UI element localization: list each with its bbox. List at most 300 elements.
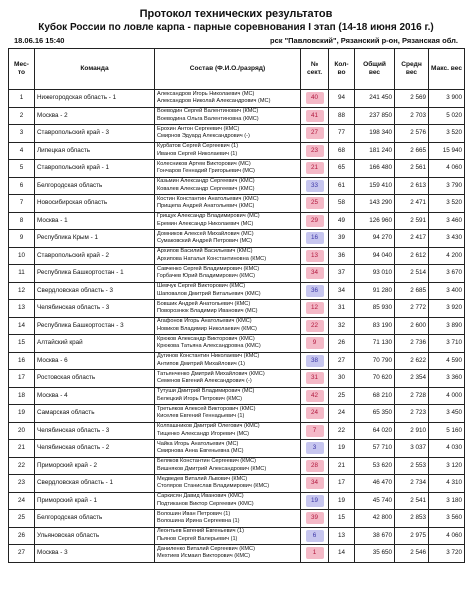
cell-count: 34: [329, 282, 355, 300]
cell-count: 30: [329, 370, 355, 388]
sector-stamp: 38: [306, 355, 324, 367]
roster-member: Гончаров Геннадий Григорьевич (МС): [157, 168, 255, 175]
sector-stamp: 25: [306, 197, 324, 209]
roster-member: Ковалев Александр Сергеевич (КМС): [157, 185, 255, 192]
roster-member: Прищепа Андрей Анатольевич (КМС): [157, 203, 255, 210]
cell-total: 159 410: [355, 177, 395, 195]
cell-team: Ставропольский край - 2: [35, 247, 155, 265]
roster-member: Горбачев Юрий Владимирович (КМС): [157, 273, 255, 280]
table-row: [9, 160, 465, 178]
cell-avg: 2 910: [395, 422, 429, 440]
cell-roster: [155, 177, 301, 195]
cell-avg: 2 975: [395, 527, 429, 545]
cell-place: 5: [9, 160, 35, 178]
col-header-sector: № сект.: [301, 49, 329, 90]
protocol-subtitle: Кубок России по ловле карпа - парные соревнования I этап (14-18 июня 2016 г.): [38, 22, 434, 33]
roster-member: Волошина Ирина Сергеевна (1): [157, 518, 240, 525]
cell-place: 15: [9, 335, 35, 353]
sector-stamp: 24: [306, 407, 324, 419]
roster-member: Волошин Иван Петрович (1): [157, 510, 231, 517]
cell-team: Челябинская область - 3: [35, 422, 155, 440]
roster-member: Курбатов Сергей Сергеевич (1): [157, 143, 239, 150]
cell-roster: [155, 212, 301, 230]
cell-team: Москва - 6: [35, 352, 155, 370]
cell-roster: [155, 475, 301, 493]
sector-stamp: 31: [306, 372, 324, 384]
cell-place: 8: [9, 212, 35, 230]
cell-roster: [155, 370, 301, 388]
cell-max: 3 520: [429, 195, 465, 213]
sector-stamp: 41: [306, 110, 324, 122]
cell-place: 21: [9, 440, 35, 458]
table-row: [9, 265, 465, 283]
cell-total: 35 650: [355, 545, 395, 563]
cell-count: 36: [329, 247, 355, 265]
roster-member: Тутуши Дмитрий Владимирович (МС): [157, 388, 255, 395]
cell-team: Свердловская область - 1: [35, 475, 155, 493]
cell-team: Ростовская область: [35, 370, 155, 388]
cell-max: 4 200: [429, 247, 465, 265]
cell-sector: [301, 352, 329, 370]
cell-sector: [301, 142, 329, 160]
cell-avg: 2 723: [395, 405, 429, 423]
cell-avg: 2 728: [395, 387, 429, 405]
roster-member: Шевчук Сергей Викторович (КМС): [157, 283, 246, 290]
cell-roster: [155, 230, 301, 248]
cell-count: 77: [329, 125, 355, 143]
table-row: [9, 510, 465, 528]
cell-team: Республика Башкортостан - 1: [35, 265, 155, 283]
roster-member: Дугинов Константин Николаевич (КМС): [157, 353, 260, 360]
sector-stamp: 3: [306, 442, 324, 454]
cell-count: 31: [329, 300, 355, 318]
sector-stamp: 23: [306, 145, 324, 157]
sector-stamp: 34: [306, 267, 324, 279]
col-header-place: Мес-то: [9, 49, 35, 90]
cell-sector: [301, 212, 329, 230]
cell-avg: 2 613: [395, 177, 429, 195]
cell-max: 3 920: [429, 300, 465, 318]
cell-sector: [301, 195, 329, 213]
cell-team: Республика Башкортостан - 3: [35, 317, 155, 335]
cell-total: 126 960: [355, 212, 395, 230]
cell-sector: [301, 160, 329, 178]
cell-team: Москва - 3: [35, 545, 155, 563]
cell-total: 94 040: [355, 247, 395, 265]
cell-count: 15: [329, 510, 355, 528]
cell-roster: [155, 545, 301, 563]
cell-max: 4 060: [429, 527, 465, 545]
cell-total: 71 130: [355, 335, 395, 353]
table-row: [9, 107, 465, 125]
roster-member: Шаповалов Дмитрий Витальевич (КМС): [157, 290, 261, 297]
table-row: [9, 492, 465, 510]
cell-count: 17: [329, 475, 355, 493]
cell-place: 20: [9, 422, 35, 440]
cell-avg: 2 665: [395, 142, 429, 160]
table-row: [9, 352, 465, 370]
cell-max: 3 710: [429, 335, 465, 353]
cell-count: 19: [329, 492, 355, 510]
sector-stamp: 36: [306, 285, 324, 297]
sector-stamp: 33: [306, 180, 324, 192]
cell-sector: [301, 230, 329, 248]
cell-max: 15 940: [429, 142, 465, 160]
cell-avg: 2 546: [395, 545, 429, 563]
cell-sector: [301, 527, 329, 545]
cell-avg: 2 514: [395, 265, 429, 283]
cell-place: 10: [9, 247, 35, 265]
cell-max: 3 400: [429, 282, 465, 300]
cell-avg: 2 736: [395, 335, 429, 353]
cell-team: Ульяновская область: [35, 527, 155, 545]
cell-roster: [155, 352, 301, 370]
cell-avg: 2 600: [395, 317, 429, 335]
cell-roster: [155, 90, 301, 108]
table-row: [9, 422, 465, 440]
sector-stamp: 1: [306, 547, 324, 559]
cell-count: 14: [329, 545, 355, 563]
roster-member: Александров Игорь Николаевич (МС): [157, 90, 255, 97]
table-row: [9, 230, 465, 248]
cell-count: 94: [329, 90, 355, 108]
cell-sector: [301, 475, 329, 493]
cell-place: 2: [9, 107, 35, 125]
roster-member: Смирнов Эдуард Александрович (-): [157, 133, 250, 140]
cell-avg: 2 354: [395, 370, 429, 388]
table-header-row: [9, 49, 465, 90]
cell-roster: [155, 527, 301, 545]
cell-total: 237 850: [355, 107, 395, 125]
cell-avg: 2 685: [395, 282, 429, 300]
cell-team: Нижегородская область - 1: [35, 90, 155, 108]
cell-total: 57 710: [355, 440, 395, 458]
col-header-total: Общий вес: [355, 49, 395, 90]
table-row: [9, 125, 465, 143]
roster-member: Еремин Александр Николаевич (МС): [157, 220, 254, 227]
table-row: [9, 475, 465, 493]
table-row: [9, 405, 465, 423]
col-header-max: Макс. вес: [429, 49, 465, 90]
roster-member: Поворознюк Владимир Иванович (МС): [157, 308, 258, 315]
cell-place: 4: [9, 142, 35, 160]
roster-member: Ерохин Антон Сергеевич (КМС): [157, 125, 240, 132]
roster-member: Колпашников Дмитрий Олегович (КМС): [157, 423, 260, 430]
cell-sector: [301, 335, 329, 353]
roster-member: Архипов Василий Васильевич (КМС): [157, 248, 253, 255]
cell-team: Приморский край - 1: [35, 492, 155, 510]
results-table: [8, 48, 465, 563]
cell-roster: [155, 405, 301, 423]
roster-member: Костин Константин Анатольевич (КМС): [157, 195, 259, 202]
cell-roster: [155, 142, 301, 160]
cell-total: 91 280: [355, 282, 395, 300]
cell-max: 5 020: [429, 107, 465, 125]
cell-max: 3 890: [429, 317, 465, 335]
cell-avg: 2 853: [395, 510, 429, 528]
cell-sector: [301, 370, 329, 388]
cell-place: 12: [9, 282, 35, 300]
cell-total: 241 450: [355, 90, 395, 108]
cell-max: 3 460: [429, 212, 465, 230]
cell-roster: [155, 335, 301, 353]
cell-team: Самарская область: [35, 405, 155, 423]
cell-sector: [301, 510, 329, 528]
roster-member: Киселев Евгений Геннадьевич (1): [157, 413, 245, 420]
cell-roster: [155, 457, 301, 475]
roster-member: Бовшик Андрей Анатольевич (КМС): [157, 300, 251, 307]
roster-member: Беляков Константин Сергеевич (КМС): [157, 458, 256, 465]
cell-team: Ставропольский край - 1: [35, 160, 155, 178]
cell-roster: [155, 125, 301, 143]
roster-member: Третьяков Алексей Викторович (КМС): [157, 405, 256, 412]
cell-sector: [301, 457, 329, 475]
cell-total: 45 740: [355, 492, 395, 510]
cell-sector: [301, 422, 329, 440]
cell-max: 3 720: [429, 545, 465, 563]
cell-count: 32: [329, 317, 355, 335]
cell-roster: [155, 422, 301, 440]
table-row: [9, 335, 465, 353]
sector-stamp: 42: [306, 390, 324, 402]
roster-member: Пьянов Сергей Валерьевич (1): [157, 535, 238, 542]
cell-roster: [155, 510, 301, 528]
cell-total: 83 190: [355, 317, 395, 335]
cell-team: Липецкая область: [35, 142, 155, 160]
cell-sector: [301, 545, 329, 563]
cell-place: 24: [9, 492, 35, 510]
roster-member: Воеводин Сергей Валентинович (КМС): [157, 108, 259, 115]
cell-place: 3: [9, 125, 35, 143]
cell-max: 4 030: [429, 440, 465, 458]
roster-member: Антипов Дмитрий Михайлович (1): [157, 360, 246, 367]
cell-avg: 2 772: [395, 300, 429, 318]
cell-total: 42 800: [355, 510, 395, 528]
cell-team: Белгородская область: [35, 510, 155, 528]
cell-roster: [155, 387, 301, 405]
roster-member: Даниленко Виталий Сергеевич (КМС): [157, 545, 255, 552]
sector-stamp: 34: [306, 477, 324, 489]
sector-stamp: 29: [306, 215, 324, 227]
sector-stamp: 7: [306, 425, 324, 437]
cell-avg: 2 541: [395, 492, 429, 510]
cell-total: 85 930: [355, 300, 395, 318]
cell-total: 94 270: [355, 230, 395, 248]
cell-avg: 2 561: [395, 160, 429, 178]
roster-member: Смирнова Анна Евгеньевна (МС): [157, 448, 244, 455]
cell-max: 4 060: [429, 160, 465, 178]
roster-member: Колесников Артем Викторович (МС): [157, 160, 251, 167]
cell-sector: [301, 125, 329, 143]
roster-member: Иванов Сергей Николаевич (1): [157, 150, 238, 157]
cell-team: Ставропольский край - 3: [35, 125, 155, 143]
cell-count: 49: [329, 212, 355, 230]
cell-roster: [155, 195, 301, 213]
cell-sector: [301, 282, 329, 300]
cell-max: 3 560: [429, 510, 465, 528]
cell-roster: [155, 247, 301, 265]
roster-member: Вишняков Дмитрий Александрович (КМС): [157, 465, 267, 472]
sector-stamp: 40: [306, 92, 324, 104]
roster-member: Крюкова Татьяна Александровна (КМС): [157, 343, 261, 350]
cell-avg: 2 553: [395, 457, 429, 475]
roster-member: Татьянченко Дмитрий Михайлович (КМС): [157, 370, 265, 377]
cell-count: 39: [329, 230, 355, 248]
cell-max: 3 120: [429, 457, 465, 475]
meta-row: [14, 36, 458, 45]
cell-max: 3 430: [429, 230, 465, 248]
cell-total: 181 240: [355, 142, 395, 160]
cell-team: Алтайский край: [35, 335, 155, 353]
cell-total: 166 480: [355, 160, 395, 178]
cell-place: 9: [9, 230, 35, 248]
cell-max: 4 000: [429, 387, 465, 405]
protocol-location: рск "Павловский", Рязанский р-он, Рязанская обл.: [270, 36, 458, 45]
col-header-team: Команда: [35, 49, 155, 90]
cell-team: Москва - 2: [35, 107, 155, 125]
cell-place: 7: [9, 195, 35, 213]
cell-total: 65 350: [355, 405, 395, 423]
roster-member: Савченко Сергей Владимирович (КМС): [157, 265, 260, 272]
cell-team: Свердловская область - 3: [35, 282, 155, 300]
cell-avg: 2 417: [395, 230, 429, 248]
cell-sector: [301, 90, 329, 108]
cell-count: 27: [329, 352, 355, 370]
cell-max: 3 900: [429, 90, 465, 108]
sector-stamp: 16: [306, 232, 324, 244]
cell-max: 3 180: [429, 492, 465, 510]
roster-member: Грищук Александр Владимирович (МС): [157, 213, 260, 220]
table-row: [9, 387, 465, 405]
table-row: [9, 545, 465, 563]
cell-place: 17: [9, 370, 35, 388]
sector-stamp: 19: [306, 495, 324, 507]
table-row: [9, 282, 465, 300]
roster-member: Леонтьев Евгений Евгеньевич (1): [157, 528, 244, 535]
cell-sector: [301, 317, 329, 335]
cell-avg: 2 591: [395, 212, 429, 230]
cell-team: Республика Крым - 1: [35, 230, 155, 248]
cell-team: Челябинская область - 2: [35, 440, 155, 458]
cell-roster: [155, 282, 301, 300]
protocol-title: Протокол технических результатов: [139, 8, 333, 20]
cell-place: 23: [9, 475, 35, 493]
cell-count: 19: [329, 440, 355, 458]
cell-count: 37: [329, 265, 355, 283]
roster-member: Столяров Станислав Владимирович (КМС): [157, 483, 270, 490]
roster-member: Белецкий Игорь Петрович (КМС): [157, 395, 243, 402]
roster-member: Казьмин Александр Сергеевич (КМС): [157, 178, 255, 185]
cell-place: 14: [9, 317, 35, 335]
cell-roster: [155, 300, 301, 318]
cell-avg: 2 569: [395, 90, 429, 108]
table-row: [9, 195, 465, 213]
table-row: [9, 370, 465, 388]
cell-roster: [155, 107, 301, 125]
roster-member: Семенов Евгений Александрович (-): [157, 378, 252, 385]
cell-count: 61: [329, 177, 355, 195]
cell-total: 70 620: [355, 370, 395, 388]
cell-total: 143 290: [355, 195, 395, 213]
cell-max: 4 590: [429, 352, 465, 370]
col-header-avg: Средн вес: [395, 49, 429, 90]
cell-team: Приморский край - 2: [35, 457, 155, 475]
cell-place: 26: [9, 527, 35, 545]
cell-count: 24: [329, 405, 355, 423]
cell-max: 3 450: [429, 405, 465, 423]
cell-team: Новосибирская область: [35, 195, 155, 213]
cell-total: 38 670: [355, 527, 395, 545]
cell-team: Москва - 1: [35, 212, 155, 230]
cell-avg: 2 612: [395, 247, 429, 265]
cell-team: Белгородская область: [35, 177, 155, 195]
roster-member: Сумаковский Андрей Петрович (МС): [157, 238, 253, 245]
sector-stamp: 27: [306, 127, 324, 139]
cell-count: 21: [329, 457, 355, 475]
cell-sector: [301, 300, 329, 318]
cell-total: 68 210: [355, 387, 395, 405]
cell-roster: [155, 265, 301, 283]
cell-place: 22: [9, 457, 35, 475]
sector-stamp: 28: [306, 460, 324, 472]
roster-member: Чайка Игорь Анатольевич (МС): [157, 440, 239, 447]
cell-sector: [301, 440, 329, 458]
cell-sector: [301, 492, 329, 510]
cell-max: 4 310: [429, 475, 465, 493]
cell-sector: [301, 387, 329, 405]
roster-member: Мехтиев Исмаил Викторович (КМС): [157, 553, 250, 560]
cell-avg: 2 703: [395, 107, 429, 125]
roster-member: Архипова Наталья Константиновна (КМС): [157, 255, 267, 262]
cell-count: 26: [329, 335, 355, 353]
cell-count: 88: [329, 107, 355, 125]
cell-team: Челябинская область - 3: [35, 300, 155, 318]
col-header-count: Кол-во: [329, 49, 355, 90]
cell-roster: [155, 160, 301, 178]
cell-total: 64 020: [355, 422, 395, 440]
cell-place: 27: [9, 545, 35, 563]
roster-member: Саркисян Давид Иванович (КМС): [157, 493, 244, 500]
cell-max: 3 670: [429, 265, 465, 283]
cell-place: 6: [9, 177, 35, 195]
cell-total: 46 470: [355, 475, 395, 493]
cell-total: 198 340: [355, 125, 395, 143]
cell-count: 25: [329, 387, 355, 405]
sector-stamp: 12: [306, 302, 324, 314]
cell-total: 70 790: [355, 352, 395, 370]
table-row: [9, 440, 465, 458]
sector-stamp: 22: [306, 320, 324, 332]
cell-place: 18: [9, 387, 35, 405]
sector-stamp: 39: [306, 512, 324, 524]
cell-sector: [301, 177, 329, 195]
cell-count: 58: [329, 195, 355, 213]
cell-place: 1: [9, 90, 35, 108]
cell-avg: 2 471: [395, 195, 429, 213]
cell-avg: 2 576: [395, 125, 429, 143]
cell-avg: 3 037: [395, 440, 429, 458]
cell-place: 16: [9, 352, 35, 370]
cell-total: 53 620: [355, 457, 395, 475]
cell-team: Москва - 4: [35, 387, 155, 405]
roster-member: Домников Алексей Михайлович (МС): [157, 230, 254, 237]
table-row: [9, 212, 465, 230]
sector-stamp: 21: [306, 162, 324, 174]
cell-max: 5 160: [429, 422, 465, 440]
cell-total: 93 010: [355, 265, 395, 283]
sector-stamp: 9: [306, 337, 324, 349]
table-row: [9, 300, 465, 318]
